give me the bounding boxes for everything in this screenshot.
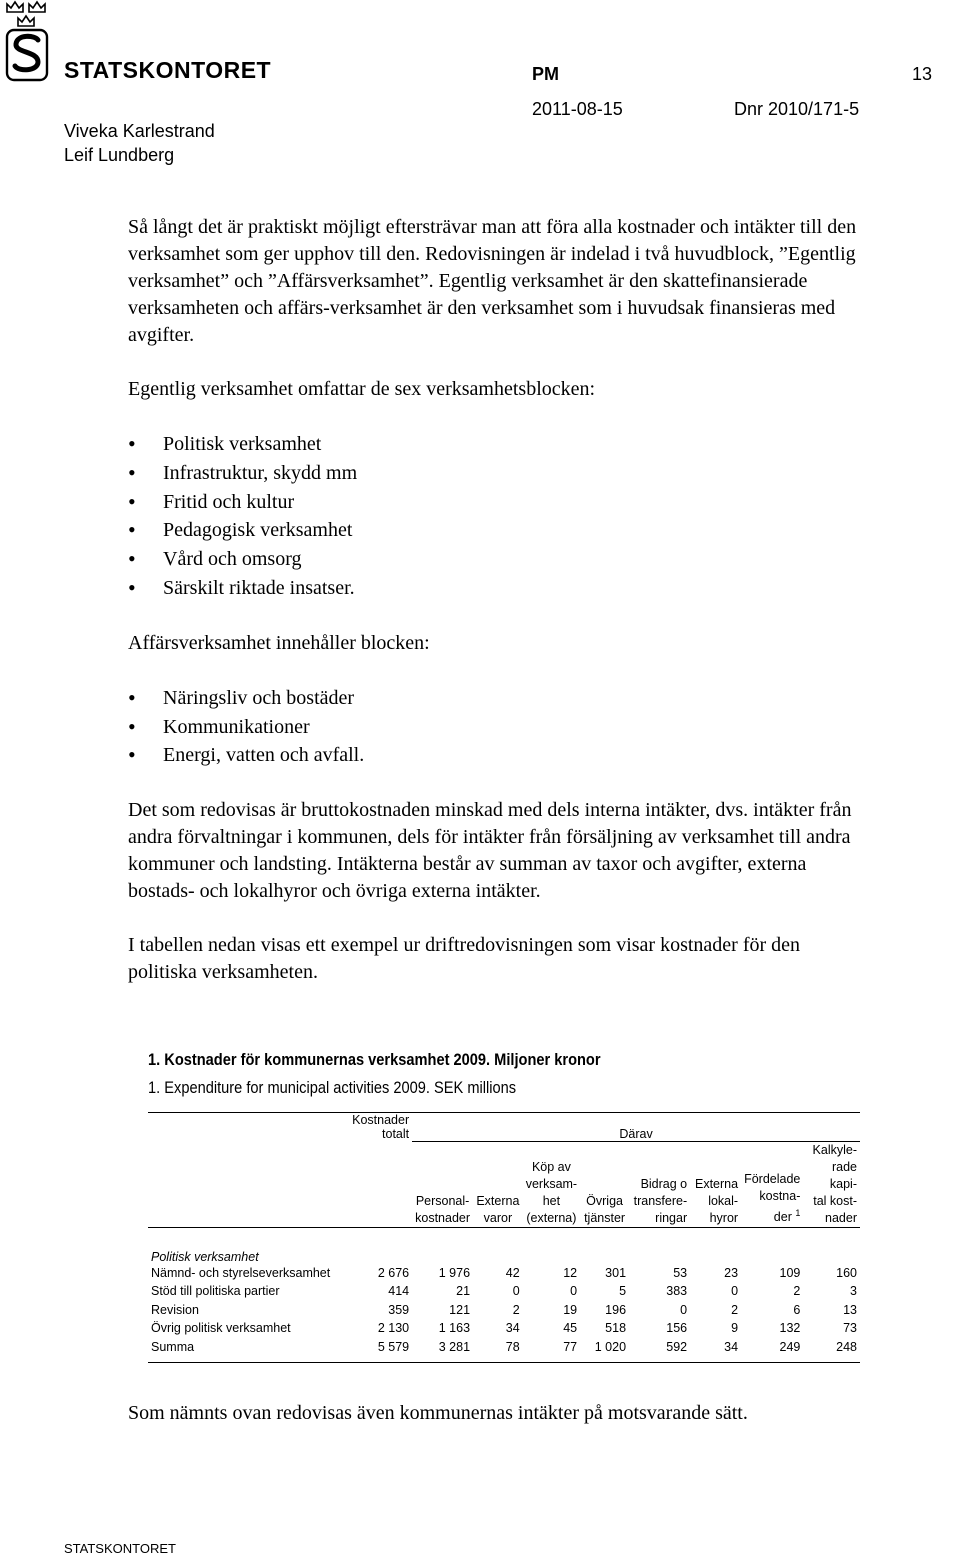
column-header: Externa lokal- hyror bbox=[694, 1176, 739, 1225]
cost-table bbox=[148, 1113, 860, 1363]
bullet-list bbox=[128, 430, 868, 603]
cost-table-figure bbox=[148, 1050, 860, 1363]
footnote-marker: 1 bbox=[795, 1208, 801, 1219]
column-header: Fördelade kostna- der $^1$ bbox=[744, 1172, 801, 1225]
table-row: Revision 359 121 2 19 196 0 2 6 13 bbox=[151, 1302, 857, 1317]
paragraph: I tabellen nedan visas ett exempel ur driftredovisningen som visar kostnader för den politiska verksamheten. bbox=[128, 934, 801, 984]
registration-number: Dnr 2010/171-5 bbox=[734, 99, 860, 119]
paragraph: Det som redovisas är bruttokostnaden minskad med dels interna intäkter, dvs. intäkter från andra förvaltningar i kommunen, dels för intäkter från försäljning av verksamhet till andra kommuner och landsting. Intäkterna består av summan av taxor och avgifter, externa bostads- och lokalhyror och övriga externa intäkter. bbox=[128, 799, 852, 903]
body-text bbox=[128, 214, 868, 986]
bullet-list bbox=[128, 684, 868, 770]
column-group-header: Därav bbox=[412, 1113, 860, 1141]
table-row: Nämnd- och styrelseverksamhet 2 676 1 976 42 12 301 53 23 109 160 bbox=[151, 1265, 857, 1280]
paragraph: Egentlig verksamhet omfattar de sex verksamhetsblocken: bbox=[128, 378, 596, 400]
list-item: • Särskilt riktade insatser. bbox=[128, 574, 868, 603]
column-header: Externa varor bbox=[476, 1193, 520, 1225]
column-header: Personal- kostnader bbox=[415, 1193, 471, 1225]
list-item: • Pedagogisk verksamhet bbox=[128, 516, 868, 545]
section-label: Politisk verksamhet bbox=[151, 1249, 259, 1264]
column-header: Köp av verksam- het (externa) bbox=[525, 1159, 578, 1225]
table-row: Stöd till politiska partier 414 21 0 0 5 383 0 2 3 bbox=[151, 1284, 857, 1298]
list-item: • Näringsliv och bostäder bbox=[128, 684, 868, 713]
table-title: 1. Kostnader för kommunernas verksamhet 2009. Miljoner kronor bbox=[148, 1050, 601, 1069]
column-header: Kalkyle- rade kapi- tal kost- nader bbox=[812, 1142, 857, 1225]
column-header: Kostnader totalt bbox=[352, 1113, 410, 1141]
page-number: 13 bbox=[911, 64, 932, 84]
list-item: • Energi, vatten och avfall. bbox=[128, 741, 868, 770]
paragraph: Affärsverksamhet innehåller blocken: bbox=[128, 631, 430, 654]
footer-text: STATSKONTORET bbox=[64, 1541, 176, 1556]
list-item: • Kommunikationer bbox=[128, 713, 868, 742]
author-name: Viveka Karlestrand bbox=[64, 121, 215, 141]
paragraph: Så långt det är praktiskt möjligt eftersträvar man att föra alla kostnader och intäkter till den verksamhet som ger upphov till den. Redovisningen är indelad i två huvudblock, ”Egentlig verksamhet” och ”Affärsverksamhet”. Egentlig verksamhet är den skattefinansierade verksamheten och affärs-verksamhet är den verksamhet som i huvudsak finansieras med avgifter. bbox=[128, 216, 857, 346]
statskontoret-logo-icon bbox=[4, 0, 50, 86]
table-row: Övrig politisk verksamhet 2 130 1 163 34 45 518 156 9 132 73 bbox=[151, 1321, 857, 1335]
list-item: • Politisk verksamhet bbox=[128, 430, 868, 459]
list-item: • Vård och omsorg bbox=[128, 545, 868, 574]
table-subtitle: 1. Expenditure for municipal activities 2009. SEK millions bbox=[148, 1078, 517, 1097]
table-row-total: Summa 5 579 3 281 78 77 1 020 592 34 249 248 bbox=[151, 1339, 857, 1354]
column-header: Bidrag o transfere- ringar bbox=[633, 1176, 688, 1225]
paragraph: Som nämnts ovan redovisas även kommunernas intäkter på motsvarande sätt. bbox=[128, 1402, 748, 1424]
document-date: 2011-08-15 bbox=[532, 99, 623, 119]
list-item: • Infrastruktur, skydd mm bbox=[128, 459, 868, 488]
brand-name: STATSKONTORET bbox=[64, 57, 272, 83]
document-type: PM bbox=[532, 64, 559, 84]
list-item: • Fritid och kultur bbox=[128, 488, 868, 517]
closing-text bbox=[128, 1400, 868, 1427]
author-name: Leif Lundberg bbox=[64, 145, 175, 165]
column-header: Övriga tjänster bbox=[584, 1193, 626, 1225]
